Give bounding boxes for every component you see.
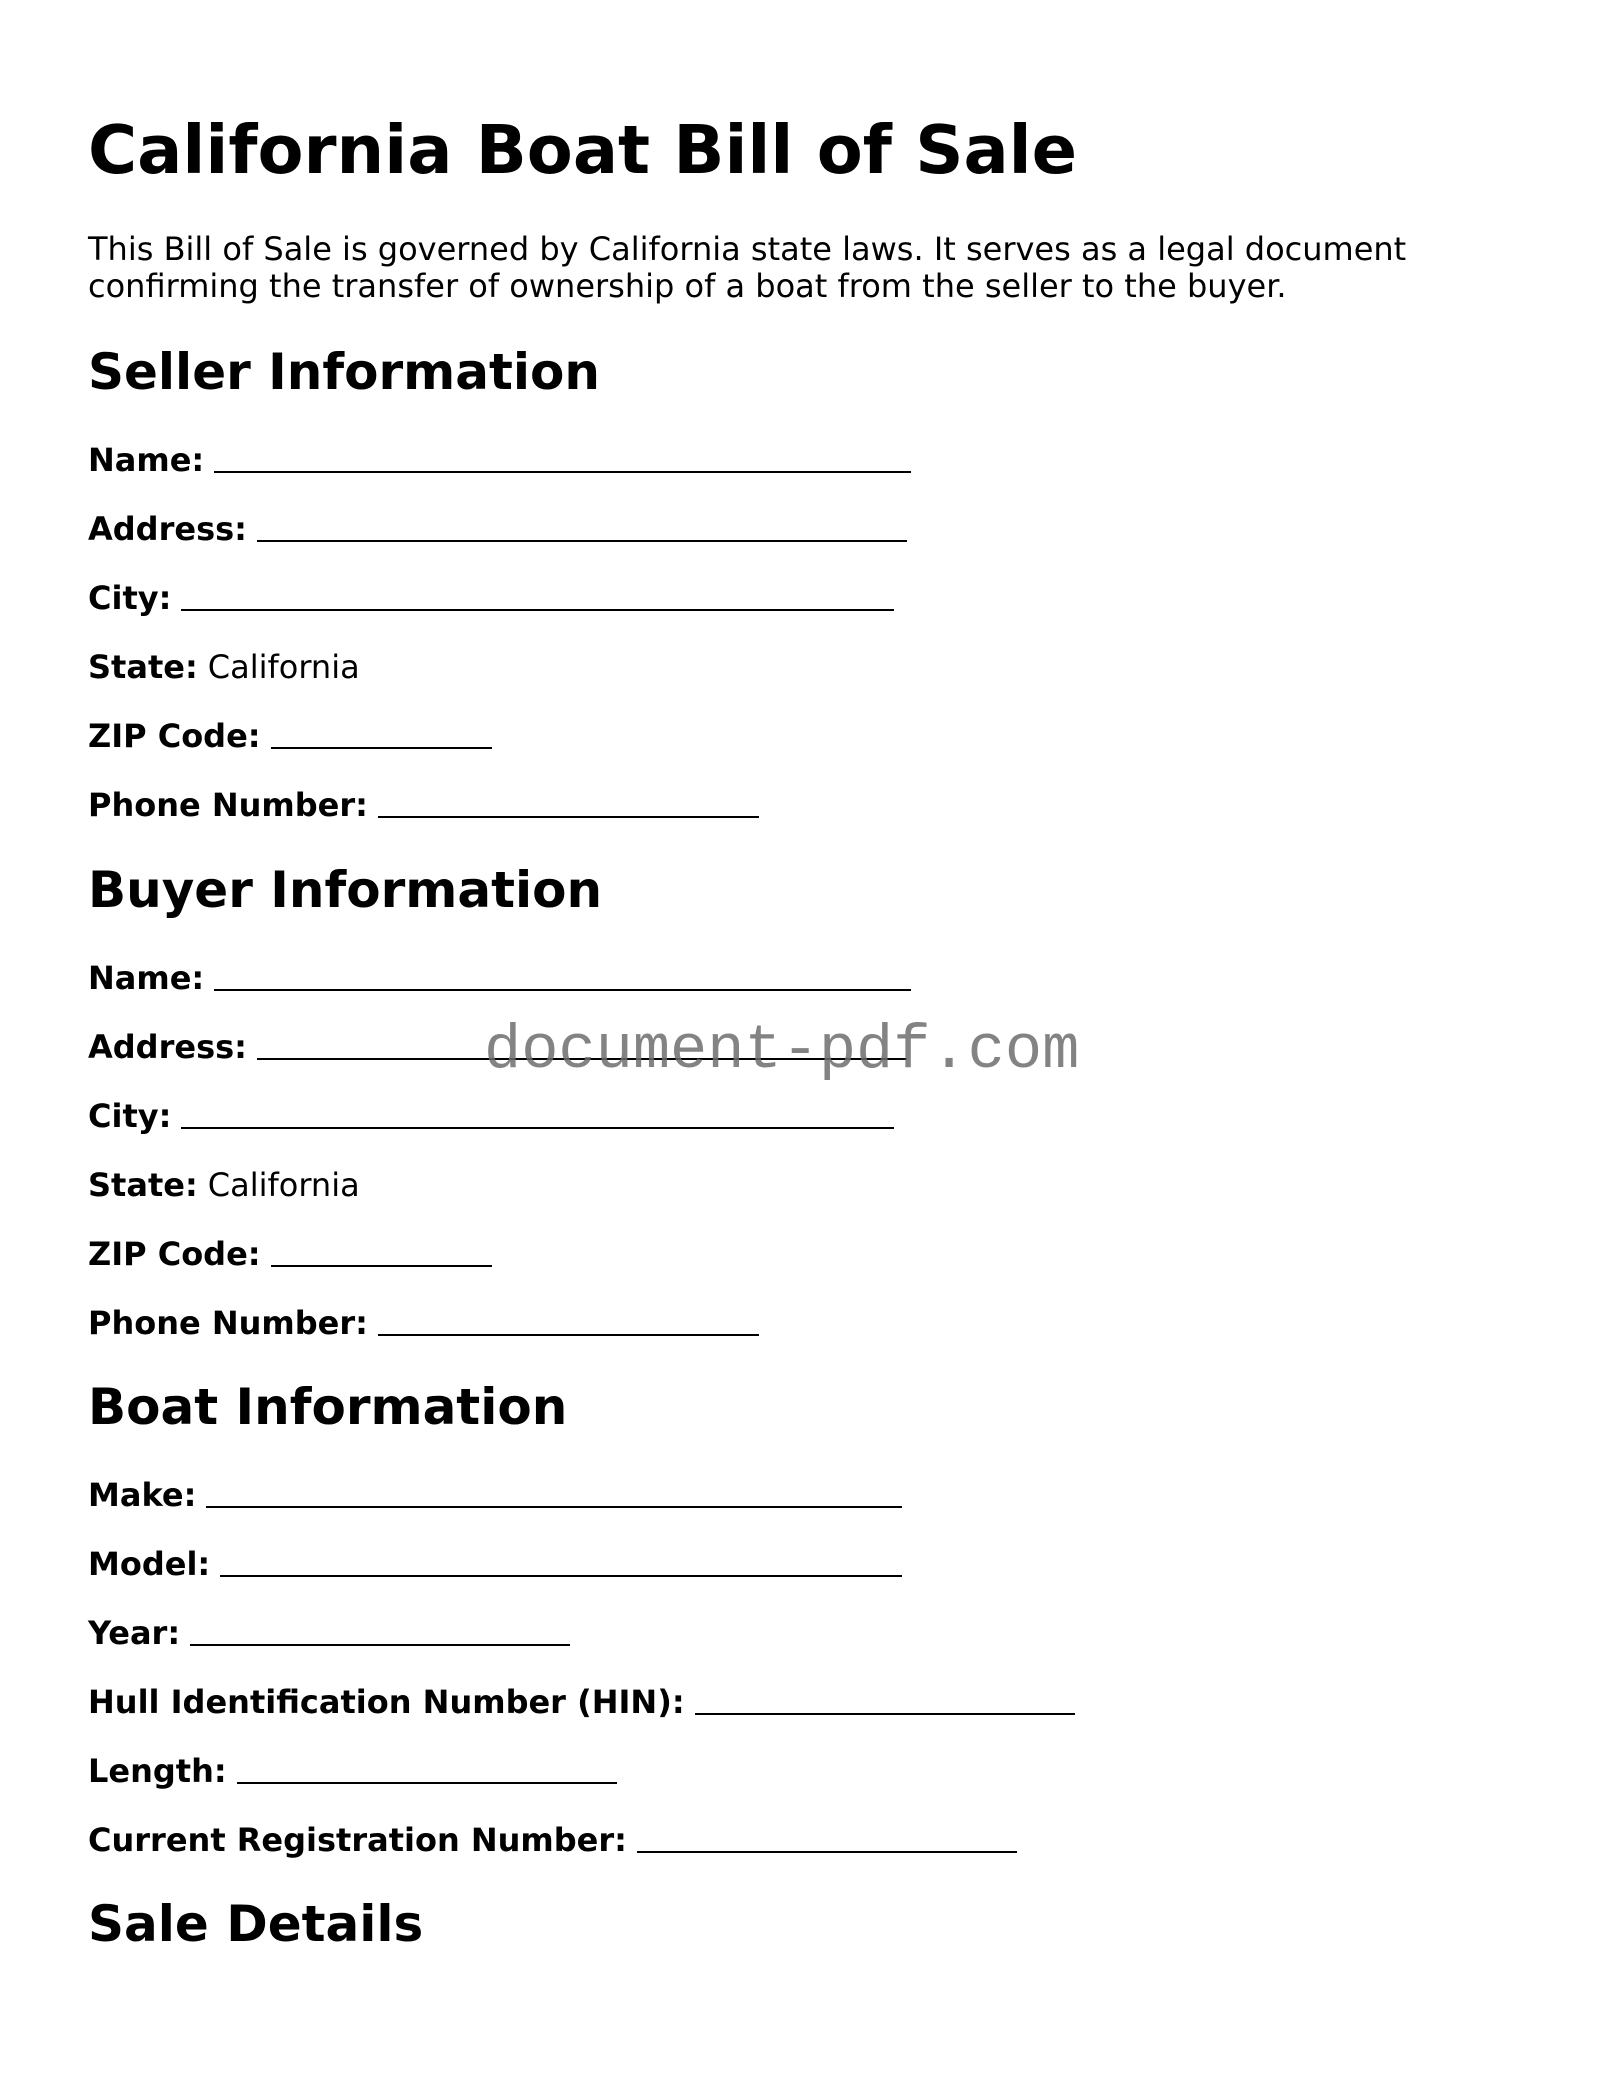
seller-state-label: State: [88,648,198,686]
boat-section-heading: Boat Information [88,1378,568,1436]
buyer-state-label: State: [88,1166,198,1204]
seller-address-input-line[interactable] [257,540,907,542]
boat-hin-label: Hull Identification Number (HIN): [88,1683,685,1721]
boat-year-field [88,1613,570,1653]
seller-phone-label: Phone Number: [88,786,368,824]
document-title: California Boat Bill of Sale [88,111,1078,189]
buyer-zip-input-line[interactable] [271,1265,492,1267]
seller-name-field [88,440,911,480]
seller-phone-field [88,785,759,825]
buyer-phone-input-line[interactable] [378,1334,759,1336]
seller-address-label: Address: [88,510,247,548]
seller-name-input-line[interactable] [214,471,911,473]
buyer-phone-label: Phone Number: [88,1304,368,1342]
seller-section-heading: Seller Information [88,343,600,401]
watermark-text: document-pdf.com [484,1015,1080,1086]
buyer-name-label: Name: [88,959,205,997]
boat-make-input-line[interactable] [206,1506,902,1508]
intro-paragraph: This Bill of Sale is governed by California state laws. It serves as a legal document confirming the transfer of ownership of a boat from the seller to the buyer. [88,230,1407,305]
seller-name-label: Name: [88,441,205,479]
boat-model-label: Model: [88,1545,211,1583]
buyer-zip-field [88,1234,492,1274]
buyer-city-label: City: [88,1097,172,1135]
seller-phone-input-line[interactable] [378,816,759,818]
boat-year-label: Year: [88,1614,181,1652]
sale-section-heading: Sale Details [88,1895,424,1953]
seller-state-field [88,647,360,687]
seller-address-field [88,509,907,549]
boat-registration-label: Current Registration Number: [88,1821,627,1859]
seller-zip-input-line[interactable] [271,747,492,749]
boat-make-field [88,1475,902,1515]
seller-zip-field [88,716,492,756]
boat-length-input-line[interactable] [237,1782,617,1784]
boat-registration-input-line[interactable] [637,1851,1017,1853]
seller-city-input-line[interactable] [181,609,894,611]
boat-make-label: Make: [88,1476,197,1514]
buyer-city-input-line[interactable] [181,1127,894,1129]
buyer-state-value: California [207,1166,360,1204]
buyer-name-input-line[interactable] [214,989,911,991]
seller-city-label: City: [88,579,172,617]
boat-hin-input-line[interactable] [695,1713,1075,1715]
boat-hin-field [88,1682,1075,1722]
seller-zip-label: ZIP Code: [88,717,261,755]
seller-state-value: California [207,648,360,686]
buyer-city-field [88,1096,894,1136]
boat-model-input-line[interactable] [220,1575,902,1577]
buyer-address-label: Address: [88,1028,247,1066]
seller-city-field [88,578,894,618]
buyer-state-field [88,1165,360,1205]
boat-length-label: Length: [88,1752,227,1790]
boat-year-input-line[interactable] [190,1644,570,1646]
buyer-zip-label: ZIP Code: [88,1235,261,1273]
buyer-name-field [88,958,911,998]
buyer-phone-field [88,1303,759,1343]
boat-length-field [88,1751,617,1791]
buyer-section-heading: Buyer Information [88,861,603,919]
boat-registration-field [88,1820,1017,1860]
boat-model-field [88,1544,902,1584]
